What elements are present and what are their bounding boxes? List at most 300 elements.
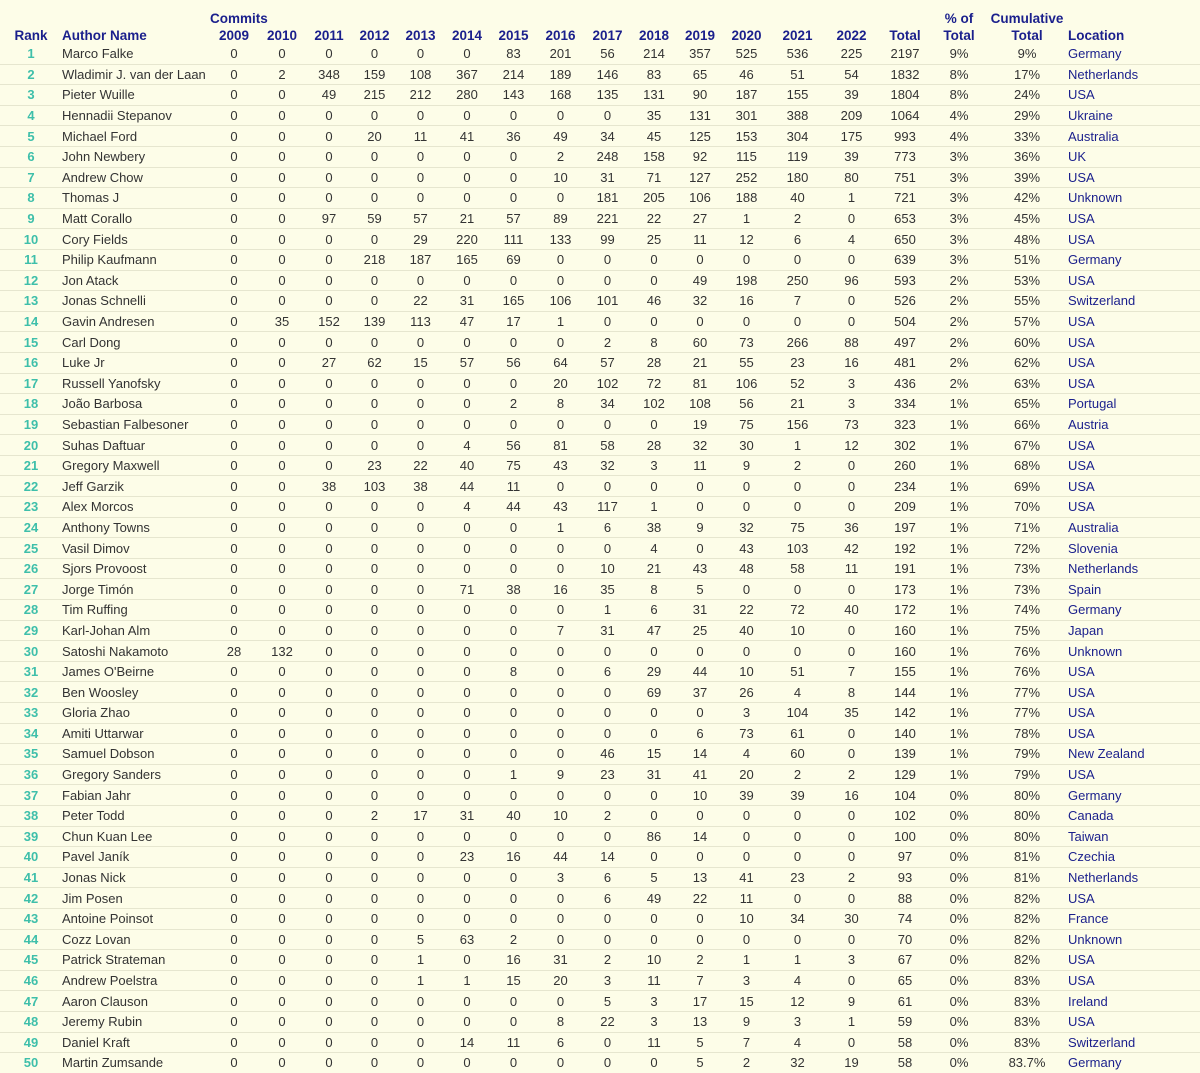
year-commits-cell: 132 <box>258 641 306 662</box>
location-cell: Austria <box>1068 414 1200 435</box>
year-commits-cell: 0 <box>306 847 352 868</box>
year-commits-cell: 5 <box>584 991 631 1012</box>
rank-cell: 38 <box>0 805 62 826</box>
pct-total-cell: 2% <box>932 373 986 394</box>
year-commits-cell: 0 <box>490 826 537 847</box>
year-commits-cell: 0 <box>397 44 444 64</box>
total-cell: 2197 <box>878 44 932 64</box>
year-commits-cell: 209 <box>825 105 878 126</box>
year-commits-cell: 47 <box>631 620 677 641</box>
cumulative-total-cell: 78% <box>986 723 1068 744</box>
year-commits-cell: 17 <box>490 311 537 332</box>
location-cell: Germany <box>1068 249 1200 270</box>
cumulative-total-cell: 75% <box>986 620 1068 641</box>
year-commits-cell: 80 <box>825 167 878 188</box>
year-commits-cell: 23 <box>584 764 631 785</box>
year-commits-cell: 0 <box>352 867 397 888</box>
year-commits-cell: 0 <box>397 867 444 888</box>
year-commits-cell: 0 <box>770 929 825 950</box>
year-commits-cell: 0 <box>258 620 306 641</box>
year-commits-cell: 38 <box>306 476 352 497</box>
pct-total-cell: 1% <box>932 661 986 682</box>
year-commits-cell: 0 <box>444 867 490 888</box>
year-commits-cell: 0 <box>490 517 537 538</box>
year-commits-cell: 16 <box>490 950 537 971</box>
year-commits-cell: 15 <box>490 970 537 991</box>
year-commits-cell: 0 <box>825 208 878 229</box>
year-commits-cell: 187 <box>723 85 770 106</box>
cumulative-total-cell: 83% <box>986 1032 1068 1053</box>
year-commits-cell: 168 <box>537 85 584 106</box>
rank-cell: 32 <box>0 682 62 703</box>
cumulative-total-cell: 83% <box>986 970 1068 991</box>
year-header: 2018 <box>638 28 670 43</box>
year-commits-cell: 0 <box>677 538 723 559</box>
location-cell: New Zealand <box>1068 744 1200 765</box>
year-commits-cell: 0 <box>306 970 352 991</box>
pct-total-cell: 3% <box>932 229 986 250</box>
year-commits-cell: 0 <box>258 929 306 950</box>
cumulative-total-cell: 81% <box>986 847 1068 868</box>
year-commits-cell: 0 <box>584 270 631 291</box>
year-commits-cell: 22 <box>631 208 677 229</box>
pct-total-cell: 2% <box>932 332 986 353</box>
author-name-cell: Jeff Garzik <box>62 476 210 497</box>
year-commits-cell: 0 <box>537 249 584 270</box>
year-commits-cell: 0 <box>352 497 397 518</box>
cumulative-total-cell: 76% <box>986 661 1068 682</box>
year-commits-cell: 41 <box>677 764 723 785</box>
year-commits-cell: 0 <box>556 1055 565 1071</box>
year-commits-cell: 5 <box>631 867 677 888</box>
cumulative-total-cell: 82% <box>986 929 1068 950</box>
year-commits-cell: 0 <box>490 785 537 806</box>
total-cell: 260 <box>878 455 932 476</box>
year-commits-cell: 1 <box>444 970 490 991</box>
table-row <box>0 188 1200 209</box>
year-commits-cell: 0 <box>258 991 306 1012</box>
year-commits-cell: 14 <box>677 826 723 847</box>
year-commits-cell: 10 <box>631 950 677 971</box>
year-commits-cell: 0 <box>677 641 723 662</box>
year-commits-cell: 0 <box>584 476 631 497</box>
year-commits-cell: 0 <box>352 579 397 600</box>
year-commits-cell: 11 <box>631 970 677 991</box>
pct-total-cell: 1% <box>932 558 986 579</box>
year-commits-cell: 0 <box>537 908 584 929</box>
year-commits-cell: 26 <box>723 682 770 703</box>
year-commits-cell: 266 <box>770 332 825 353</box>
year-commits-cell: 0 <box>210 394 258 415</box>
author-name-cell: Carl Dong <box>62 332 210 353</box>
year-commits-cell: 0 <box>306 888 352 909</box>
year-commits-cell: 0 <box>677 249 723 270</box>
year-commits-cell: 0 <box>723 847 770 868</box>
year-commits-cell: 0 <box>770 497 825 518</box>
author-name-cell: Martin Zumsande <box>62 1055 164 1071</box>
rank-cell: 45 <box>0 950 62 971</box>
location-cell: USA <box>1068 661 1200 682</box>
year-commits-cell: 0 <box>325 1055 333 1071</box>
table-row <box>0 394 1200 415</box>
total-cell: 191 <box>878 558 932 579</box>
year-commits-cell: 0 <box>258 208 306 229</box>
pct-total-cell: 1% <box>932 682 986 703</box>
year-commits-cell: 0 <box>306 620 352 641</box>
year-commits-cell: 15 <box>723 991 770 1012</box>
year-commits-cell: 0 <box>258 764 306 785</box>
table-row <box>0 435 1200 456</box>
year-commits-cell: 8 <box>537 394 584 415</box>
table-row <box>0 744 1200 765</box>
location-cell: Netherlands <box>1068 867 1200 888</box>
year-commits-cell: 0 <box>490 641 537 662</box>
year-commits-cell: 0 <box>537 538 584 559</box>
year-commits-cell: 0 <box>677 908 723 929</box>
year-commits-cell: 29 <box>631 661 677 682</box>
author-name-cell: Pieter Wuille <box>62 85 210 106</box>
year-commits-cell: 25 <box>677 620 723 641</box>
year-commits-cell: 0 <box>258 167 306 188</box>
rank-cell: 3 <box>0 85 62 106</box>
year-commits-cell: 0 <box>444 826 490 847</box>
pct-total-cell: 1% <box>932 641 986 662</box>
year-commits-cell: 32 <box>790 1055 805 1071</box>
year-commits-cell: 4 <box>770 970 825 991</box>
rank-cell: 17 <box>0 373 62 394</box>
year-commits-cell: 0 <box>210 208 258 229</box>
year-commits-cell: 10 <box>770 620 825 641</box>
year-commits-cell: 0 <box>397 167 444 188</box>
cumulative-total-cell: 36% <box>986 146 1068 167</box>
year-commits-cell: 5 <box>677 1032 723 1053</box>
author-name-cell: Satoshi Nakamoto <box>62 641 210 662</box>
year-commits-cell: 0 <box>490 373 537 394</box>
year-commits-cell: 0 <box>306 723 352 744</box>
rank-cell: 24 <box>0 517 62 538</box>
year-commits-cell: 106 <box>537 291 584 312</box>
author-name-cell: Peter Todd <box>62 805 210 826</box>
year-commits-cell: 6 <box>677 723 723 744</box>
year-commits-cell: 0 <box>490 620 537 641</box>
year-commits-cell: 0 <box>770 579 825 600</box>
rank-cell: 25 <box>0 538 62 559</box>
year-commits-cell: 0 <box>770 826 825 847</box>
table-row <box>0 497 1200 518</box>
year-commits-cell: 220 <box>444 229 490 250</box>
pct-total-cell: 1% <box>932 600 986 621</box>
year-commits-cell: 131 <box>677 105 723 126</box>
year-commits-cell: 7 <box>770 291 825 312</box>
year-commits-cell: 1 <box>397 970 444 991</box>
year-commits-cell: 0 <box>258 826 306 847</box>
pct-total-cell: 0% <box>932 929 986 950</box>
table-row <box>0 950 1200 971</box>
year-commits-cell: 0 <box>444 146 490 167</box>
year-commits-cell: 175 <box>825 126 878 147</box>
year-commits-cell: 11 <box>723 888 770 909</box>
year-commits-cell: 5 <box>397 929 444 950</box>
year-commits-cell: 28 <box>631 435 677 456</box>
year-commits-cell: 12 <box>770 991 825 1012</box>
year-commits-cell: 0 <box>306 641 352 662</box>
year-commits-cell: 201 <box>537 44 584 64</box>
year-commits-cell: 0 <box>584 414 631 435</box>
year-commits-cell: 0 <box>490 867 537 888</box>
year-commits-cell: 0 <box>770 249 825 270</box>
pct-total-cell: 0% <box>932 991 986 1012</box>
cumulative-total-cell: 70% <box>986 497 1068 518</box>
year-commits-cell: 103 <box>352 476 397 497</box>
year-commits-cell: 1 <box>584 600 631 621</box>
pct-total-cell: 0% <box>932 908 986 929</box>
year-commits-cell: 1 <box>825 1011 878 1032</box>
rank-cell: 47 <box>0 991 62 1012</box>
location-cell: USA <box>1068 1011 1200 1032</box>
year-commits-cell: 0 <box>825 476 878 497</box>
rank-cell: 28 <box>0 600 62 621</box>
cumulative-total-cell: 79% <box>986 764 1068 785</box>
year-commits-cell: 0 <box>631 703 677 724</box>
year-commits-cell: 9 <box>723 455 770 476</box>
rank-cell: 33 <box>0 703 62 724</box>
year-commits-cell: 0 <box>677 929 723 950</box>
year-commits-cell: 111 <box>490 229 537 250</box>
year-commits-cell: 0 <box>397 146 444 167</box>
year-commits-cell: 0 <box>258 847 306 868</box>
table-row <box>0 620 1200 641</box>
total-cell: 93 <box>878 867 932 888</box>
year-commits-cell: 61 <box>770 723 825 744</box>
year-commits-cell: 97 <box>306 208 352 229</box>
year-commits-cell: 39 <box>723 785 770 806</box>
year-commits-cell: 16 <box>537 579 584 600</box>
cumulative-total-cell: 65% <box>986 394 1068 415</box>
year-commits-cell: 0 <box>397 188 444 209</box>
year-commits-cell: 0 <box>490 703 537 724</box>
cumulative-total-cell: 82% <box>986 950 1068 971</box>
year-commits-cell: 0 <box>306 558 352 579</box>
year-commits-cell: 180 <box>770 167 825 188</box>
year-commits-cell: 12 <box>825 435 878 456</box>
year-commits-cell: 49 <box>537 126 584 147</box>
year-commits-cell: 0 <box>584 929 631 950</box>
location-cell: USA <box>1068 455 1200 476</box>
year-commits-cell: 0 <box>210 558 258 579</box>
year-commits-cell: 0 <box>631 414 677 435</box>
year-commits-cell: 36 <box>490 126 537 147</box>
year-commits-cell: 0 <box>397 394 444 415</box>
cumulative-total-cell: 73% <box>986 558 1068 579</box>
year-commits-cell: 0 <box>397 558 444 579</box>
cumulative-total-cell: 76% <box>986 641 1068 662</box>
year-commits-cell: 127 <box>677 167 723 188</box>
year-commits-cell: 35 <box>258 311 306 332</box>
year-commits-cell: 6 <box>631 600 677 621</box>
rank-cell: 14 <box>0 311 62 332</box>
year-commits-cell: 0 <box>352 682 397 703</box>
table-row <box>0 249 1200 270</box>
location-cell: Taiwan <box>1068 826 1200 847</box>
year-commits-cell: 0 <box>463 1055 471 1071</box>
location-cell: Switzerland <box>1068 1032 1200 1053</box>
year-commits-cell: 31 <box>584 620 631 641</box>
year-commits-cell: 0 <box>306 908 352 929</box>
cumulative-total-cell: 81% <box>986 867 1068 888</box>
total-cell: 88 <box>878 888 932 909</box>
year-commits-cell: 0 <box>537 826 584 847</box>
table-row <box>0 991 1200 1012</box>
year-commits-cell: 13 <box>677 867 723 888</box>
year-commits-cell: 43 <box>723 538 770 559</box>
year-commits-cell: 0 <box>210 888 258 909</box>
year-commits-cell: 6 <box>770 229 825 250</box>
cumulative-total-cell: 82% <box>986 888 1068 909</box>
year-commits-cell: 1 <box>537 311 584 332</box>
table-row <box>0 970 1200 991</box>
year-commits-cell: 2 <box>770 455 825 476</box>
year-commits-cell: 2 <box>825 867 878 888</box>
total-cell: 102 <box>878 805 932 826</box>
location-cell: USA <box>1068 208 1200 229</box>
year-commits-cell: 40 <box>490 805 537 826</box>
year-commits-cell: 64 <box>537 352 584 373</box>
year-commits-cell: 0 <box>210 146 258 167</box>
author-name-cell: Vasil Dimov <box>62 538 210 559</box>
table-row <box>0 455 1200 476</box>
year-commits-cell: 0 <box>352 970 397 991</box>
author-name-cell: Andrew Chow <box>62 167 210 188</box>
year-commits-cell: 133 <box>537 229 584 250</box>
pct-total-cell: 0% <box>932 826 986 847</box>
year-commits-cell: 71 <box>444 579 490 600</box>
rank-cell: 8 <box>0 188 62 209</box>
year-commits-cell: 22 <box>584 1011 631 1032</box>
year-commits-cell: 30 <box>723 435 770 456</box>
year-commits-cell: 0 <box>258 867 306 888</box>
year-commits-cell: 90 <box>677 85 723 106</box>
year-commits-cell: 0 <box>258 146 306 167</box>
table-row <box>0 929 1200 950</box>
year-commits-cell: 16 <box>825 352 878 373</box>
location-cell: Netherlands <box>1068 64 1200 85</box>
year-commits-cell: 31 <box>584 167 631 188</box>
year-commits-cell: 0 <box>444 1011 490 1032</box>
year-commits-cell: 348 <box>306 64 352 85</box>
year-commits-cell: 0 <box>210 64 258 85</box>
year-commits-cell: 0 <box>677 476 723 497</box>
year-commits-cell: 9 <box>677 517 723 538</box>
year-commits-cell: 11 <box>490 1032 537 1053</box>
year-commits-cell: 2 <box>770 764 825 785</box>
year-commits-cell: 0 <box>416 1055 425 1071</box>
pct-total-cell: 1% <box>932 497 986 518</box>
year-commits-cell: 0 <box>210 352 258 373</box>
year-commits-cell: 214 <box>490 64 537 85</box>
year-commits-cell: 139 <box>352 311 397 332</box>
year-commits-cell: 0 <box>490 888 537 909</box>
cumulative-total-cell: 71% <box>986 517 1068 538</box>
year-commits-cell: 0 <box>490 105 537 126</box>
year-commits-cell: 41 <box>444 126 490 147</box>
year-commits-cell: 0 <box>210 805 258 826</box>
year-commits-cell: 7 <box>677 970 723 991</box>
year-commits-cell: 0 <box>306 229 352 250</box>
year-commits-cell: 0 <box>584 1032 631 1053</box>
year-commits-cell: 0 <box>258 497 306 518</box>
year-commits-cell: 31 <box>537 950 584 971</box>
year-commits-cell: 0 <box>584 105 631 126</box>
year-commits-cell: 357 <box>677 44 723 64</box>
year-commits-cell: 0 <box>444 414 490 435</box>
year-commits-cell: 0 <box>306 826 352 847</box>
year-commits-cell: 0 <box>584 723 631 744</box>
year-commits-cell: 43 <box>677 558 723 579</box>
year-commits-cell: 19 <box>844 1055 859 1071</box>
author-name-cell: Andrew Poelstra <box>62 970 210 991</box>
year-commits-cell: 10 <box>537 805 584 826</box>
year-header: 2022 <box>836 28 867 43</box>
year-commits-cell: 31 <box>631 764 677 785</box>
total-cell: 302 <box>878 435 932 456</box>
location-cell: Germany <box>1068 44 1200 64</box>
year-commits-cell: 1 <box>770 435 825 456</box>
location-cell: USA <box>1068 85 1200 106</box>
year-commits-cell: 0 <box>258 805 306 826</box>
year-commits-cell: 2 <box>584 950 631 971</box>
year-commits-cell: 0 <box>210 538 258 559</box>
year-commits-cell: 0 <box>537 785 584 806</box>
total-cell: 334 <box>878 394 932 415</box>
author-name-cell: Suhas Daftuar <box>62 435 210 456</box>
year-commits-cell: 0 <box>352 373 397 394</box>
year-commits-cell: 0 <box>210 126 258 147</box>
author-name-cell: João Barbosa <box>62 394 210 415</box>
year-commits-cell: 0 <box>258 744 306 765</box>
cumulative-total-cell: 51% <box>986 249 1068 270</box>
year-commits-cell: 0 <box>258 558 306 579</box>
year-commits-cell: 0 <box>444 105 490 126</box>
year-commits-cell: 30 <box>825 908 878 929</box>
table-header <box>0 8 1200 44</box>
year-commits-cell: 0 <box>825 455 878 476</box>
rank-cell: 15 <box>0 332 62 353</box>
table-row <box>0 44 1200 64</box>
year-commits-cell: 0 <box>306 1011 352 1032</box>
table-row <box>0 270 1200 291</box>
year-commits-cell: 0 <box>352 146 397 167</box>
location-cell: USA <box>1068 970 1200 991</box>
year-commits-cell: 156 <box>770 414 825 435</box>
year-commits-cell: 0 <box>397 579 444 600</box>
pct-total-cell: 3% <box>932 208 986 229</box>
year-commits-cell: 0 <box>352 929 397 950</box>
author-name-cell: John Newbery <box>62 146 210 167</box>
table-row <box>0 332 1200 353</box>
table-row <box>0 476 1200 497</box>
total-cell: 129 <box>878 764 932 785</box>
location-cell: Unknown <box>1068 641 1200 662</box>
year-commits-cell: 301 <box>723 105 770 126</box>
year-commits-cell: 0 <box>677 847 723 868</box>
location-cell: USA <box>1068 950 1200 971</box>
location-cell: France <box>1068 908 1200 929</box>
year-commits-cell: 0 <box>258 723 306 744</box>
author-name-cell: Amiti Uttarwar <box>62 723 210 744</box>
author-name-cell: Sebastian Falbesoner <box>62 414 210 435</box>
total-cell: 65 <box>878 970 932 991</box>
year-commits-cell: 69 <box>631 682 677 703</box>
